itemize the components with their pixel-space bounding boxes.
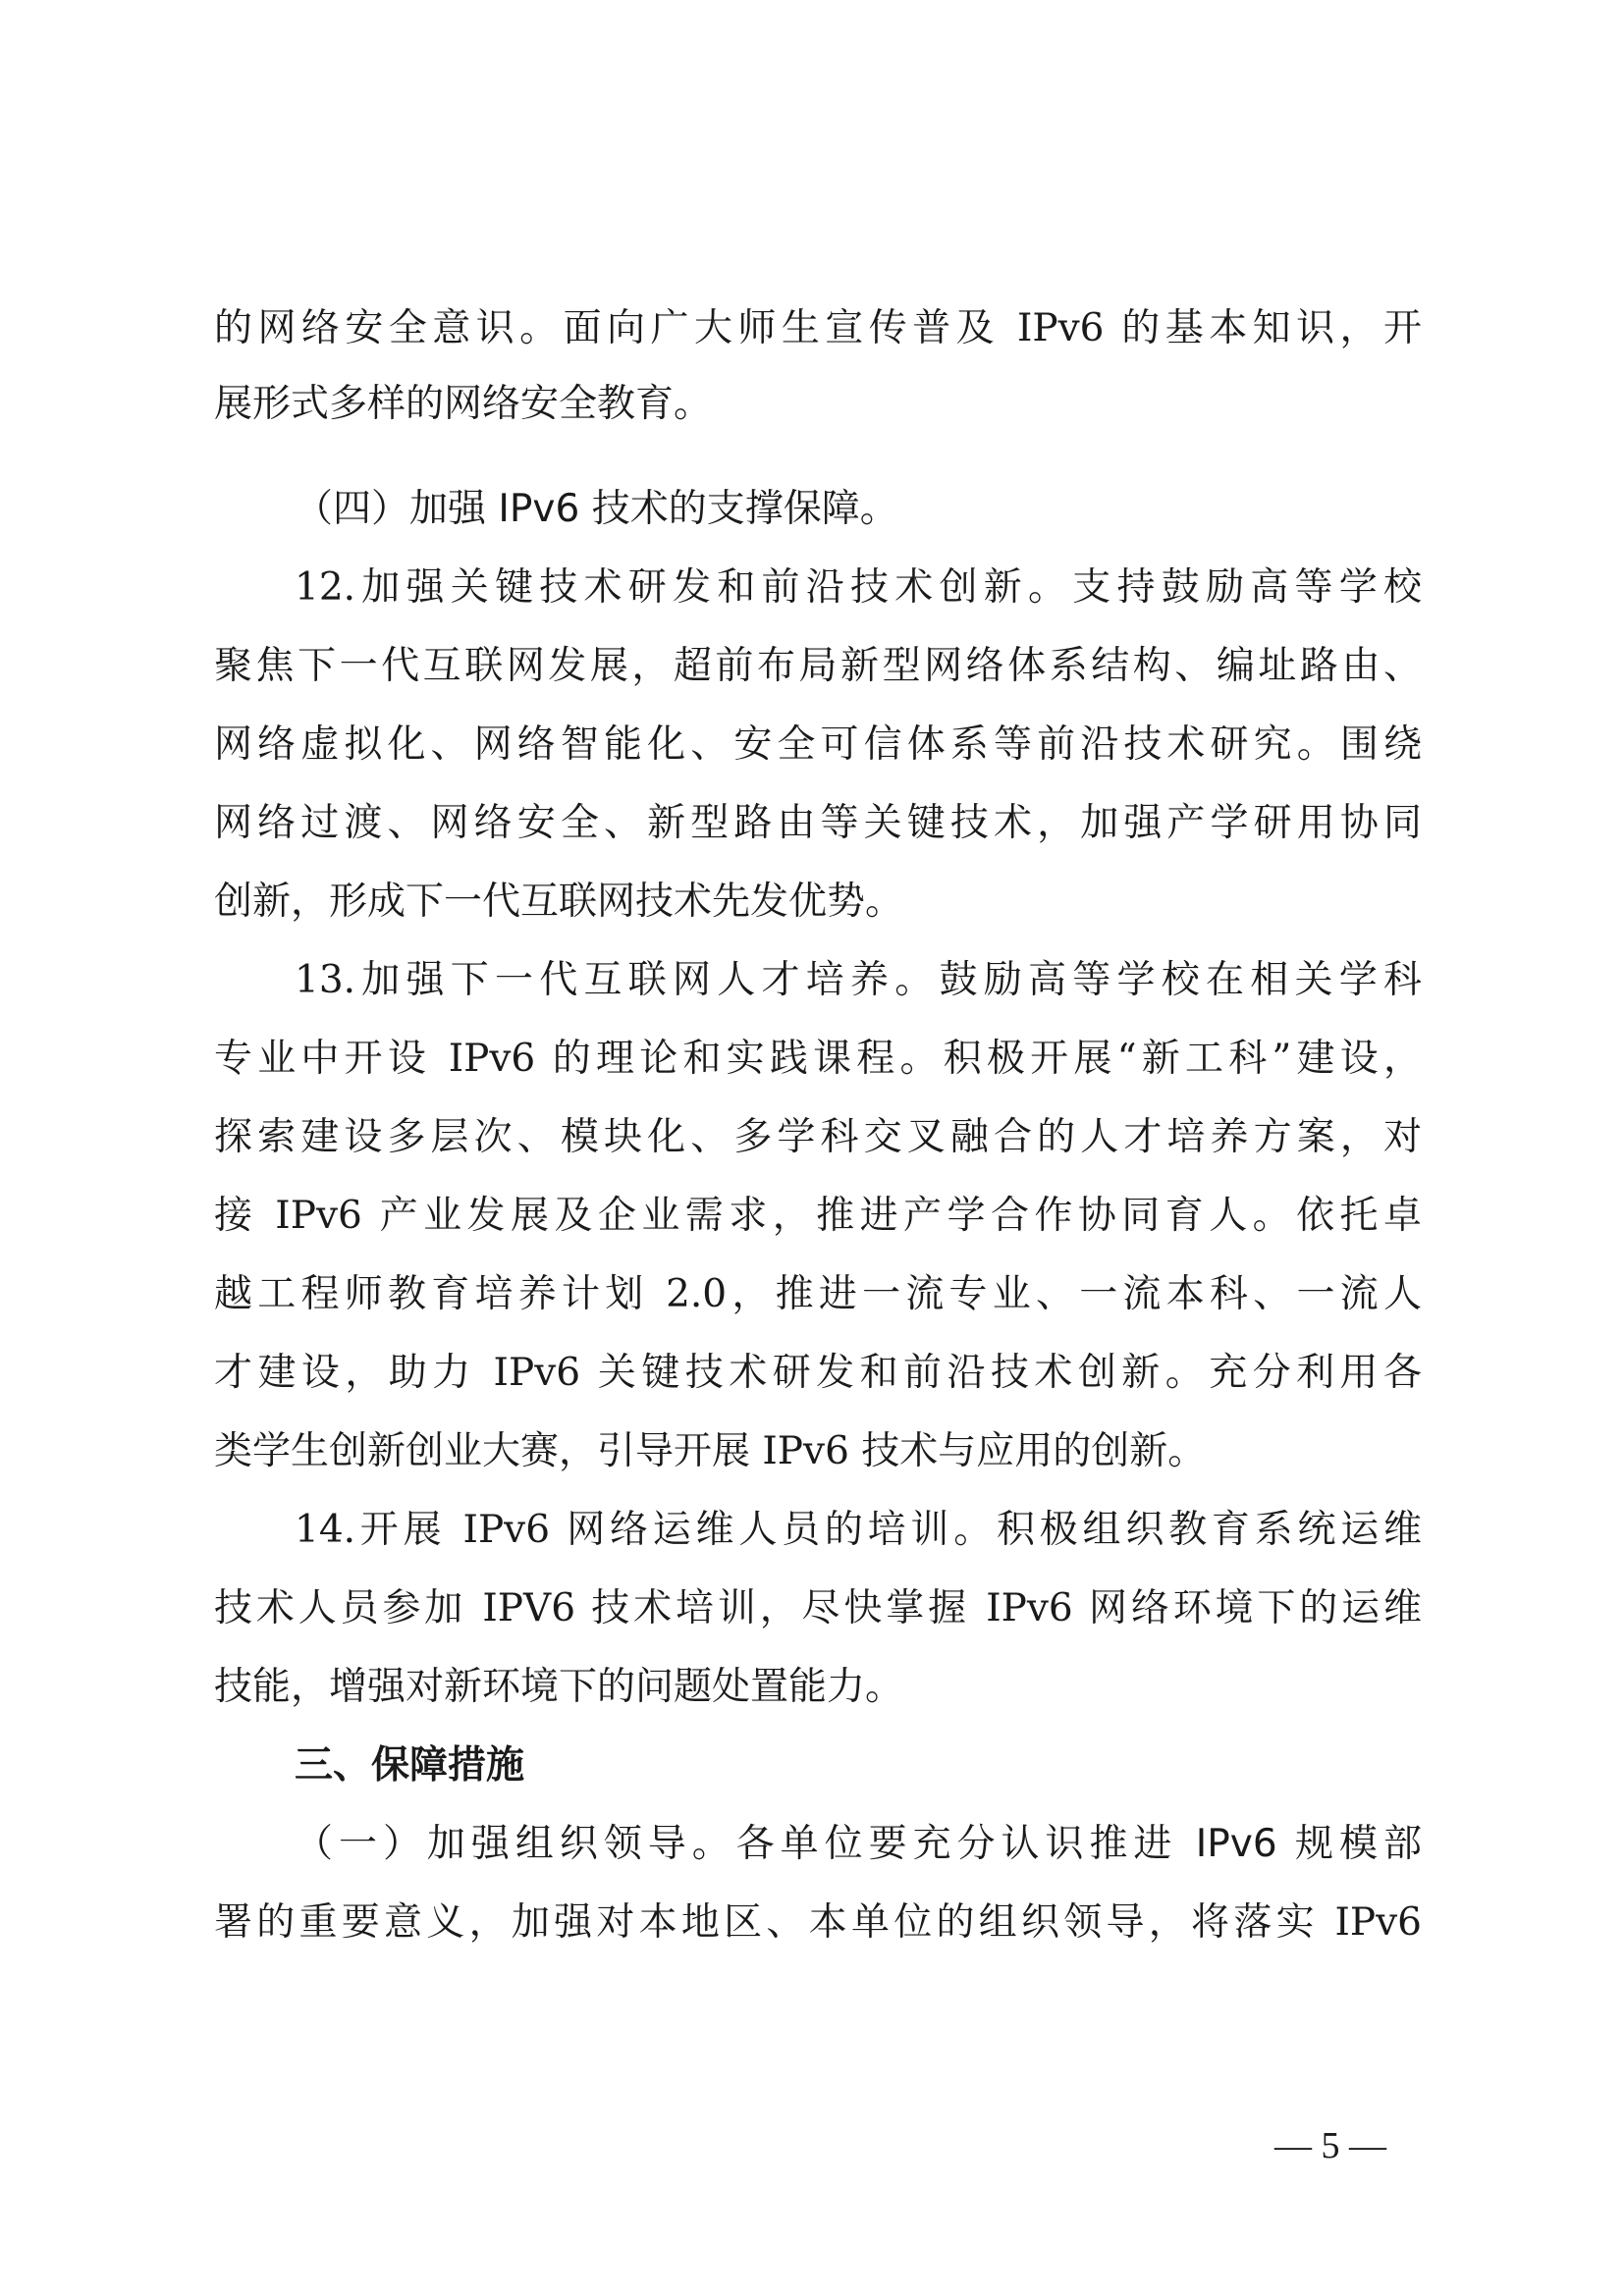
paragraph-line: 网络过渡、网络安全、新型路由等关键技术，加强产学研用协同 (214, 801, 1422, 845)
section-subheading: （四）加强 IPv6 技术的支撑保障。 (295, 487, 898, 531)
paragraph-line: 越工程师教育培养计划 2.0，推进一流专业、一流本科、一流人 (214, 1272, 1422, 1316)
section-heading: 三、保障措施 (295, 1743, 525, 1788)
paragraph-line: 14.开展 IPv6 网络运维人员的培训。积极组织教育系统运维 (295, 1508, 1422, 1552)
paragraph-line: 的网络安全意识。面向广大师生宣传普及 IPv6 的基本知识，开 (214, 306, 1422, 350)
paragraph-line: 才建设，助力 IPv6 关键技术研发和前沿技术创新。充分利用各 (214, 1351, 1422, 1395)
paragraph-line: 创新，形成下一代互联网技术先发优势。 (214, 880, 904, 924)
paragraph-line: 探索建设多层次、模块化、多学科交叉融合的人才培养方案，对 (214, 1115, 1422, 1159)
paragraph-line: 展形式多样的网络安全教育。 (214, 382, 713, 426)
paragraph-line: 13.加强下一代互联网人才培养。鼓励高等学校在相关学科 (295, 958, 1422, 1002)
paragraph-line: 聚焦下一代互联网发展，超前布局新型网络体系结构、编址路由、 (214, 644, 1422, 688)
page-number: — 5 — (1274, 2125, 1386, 2166)
paragraph-line: 署的重要意义，加强对本地区、本单位的组织领导，将落实 IPv6 (214, 1900, 1422, 1945)
paragraph-line: 专业中开设 IPv6 的理论和实践课程。积极开展“新工科”建设， (214, 1037, 1422, 1081)
paragraph-line: 12.加强关键技术研发和前沿技术创新。支持鼓励高等学校 (295, 565, 1422, 610)
paragraph-line: （一）加强组织领导。各单位要充分认识推进 IPv6 规模部 (295, 1822, 1422, 1866)
paragraph-line: 接 IPv6 产业发展及企业需求，推进产学合作协同育人。依托卓 (214, 1194, 1422, 1238)
paragraph-line: 类学生创新创业大赛，引导开展 IPv6 技术与应用的创新。 (214, 1429, 1207, 1473)
paragraph-line: 技术人员参加 IPV6 技术培训，尽快掌握 IPv6 网络环境下的运维 (214, 1586, 1422, 1630)
paragraph-line: 技能，增强对新环境下的问题处置能力。 (214, 1665, 904, 1709)
paragraph-line: 网络虚拟化、网络智能化、安全可信体系等前沿技术研究。围绕 (214, 722, 1422, 767)
